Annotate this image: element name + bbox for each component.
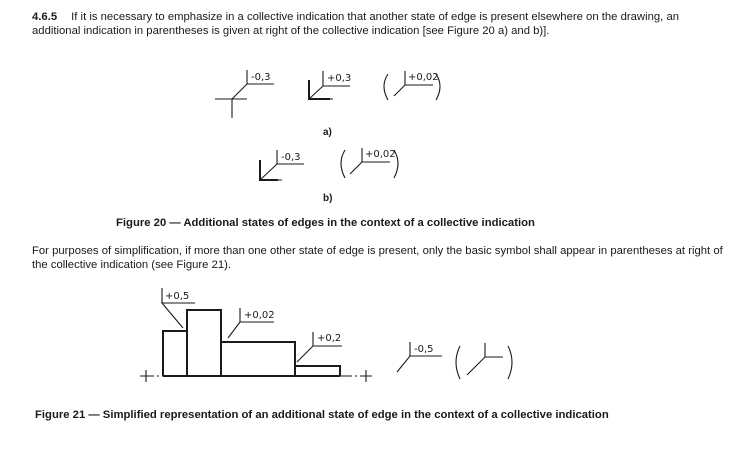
fig21-value-3: +0,2 [317, 333, 342, 344]
section-text: If it is necessary to emphasize in a collective indication that another state of edge is present elsewhere on the drawing, an additional indication in parentheses is given at right of the collective indication [see Figure 20 a) and b)]. [32, 11, 680, 37]
fig20a-symbol-1 [215, 70, 274, 118]
fig21-value-2: +0,02 [244, 310, 275, 321]
fig20b-label: b) [323, 193, 333, 204]
fig20b-value-2: +0,02 [365, 149, 396, 160]
fig20a-label: a) [323, 127, 332, 138]
fig20a-symbol-3 [384, 71, 440, 100]
fig20b-value-1: -0,3 [281, 152, 301, 163]
fig21-indicator-1 [162, 288, 195, 328]
fig20b-symbol-2 [341, 148, 398, 178]
fig21-indicator-2 [228, 308, 275, 338]
fig21-parenthesized-basic-symbol [456, 343, 512, 379]
fig21-collective-value: -0,5 [414, 344, 434, 355]
fig20a-value-3: +0,02 [408, 72, 439, 83]
fig21-collective-symbol [397, 342, 442, 372]
figure-20-caption: Figure 20 — Additional states of edges in the context of a collective indication [116, 217, 535, 229]
fig21-indicator-3 [297, 332, 342, 362]
fig21-value-1: +0,5 [165, 291, 190, 302]
simplification-paragraph: For purposes of simplification, if more than one other state of edge is present, only the basic symbol shall appear in parentheses at right of the collective indication (see Figure 21). [32, 245, 723, 271]
fig20a-value-1: -0,3 [251, 72, 271, 83]
fig20a-symbol-2 [309, 71, 351, 99]
fig20b-symbol-1 [260, 150, 304, 180]
section-number: 4.6.5 [32, 11, 58, 23]
figure-21-caption: Figure 21 — Simplified representation of an additional state of edge in the context of a collective indication [35, 409, 609, 421]
fig20a-value-2: +0,3 [327, 73, 352, 84]
